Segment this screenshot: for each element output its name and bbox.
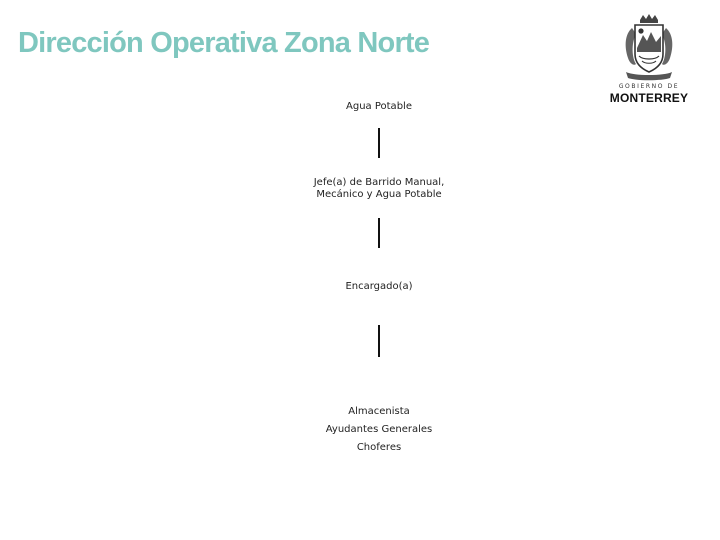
org-node-label: Jefe(a) de Barrido Manual,: [313, 177, 445, 188]
org-node-label: Mecánico y Agua Potable: [316, 189, 442, 200]
org-node-jefe: [250, 177, 508, 201]
org-node-label: Agua Potable: [346, 101, 412, 112]
org-node-agua-potable: [250, 101, 508, 113]
monterrey-coat-of-arms-icon: [620, 14, 678, 82]
page-title: Dirección Operativa Zona Norte: [18, 27, 430, 59]
org-connector: [378, 218, 380, 248]
logo-gobierno-text: GOBIERNO DE: [618, 83, 680, 90]
org-node-staff: [250, 403, 508, 457]
org-connector: [378, 325, 380, 357]
org-node-label: Encargado(a): [345, 281, 413, 292]
org-connector: [378, 128, 380, 158]
org-node-encargado: [250, 281, 508, 293]
org-node-label: Choferes: [356, 442, 402, 453]
logo-name: MONTERREY: [609, 91, 689, 105]
org-node-label: Almacenista: [348, 406, 410, 417]
government-logo: [608, 14, 690, 106]
org-node-label: Ayudantes Generales: [325, 424, 433, 435]
